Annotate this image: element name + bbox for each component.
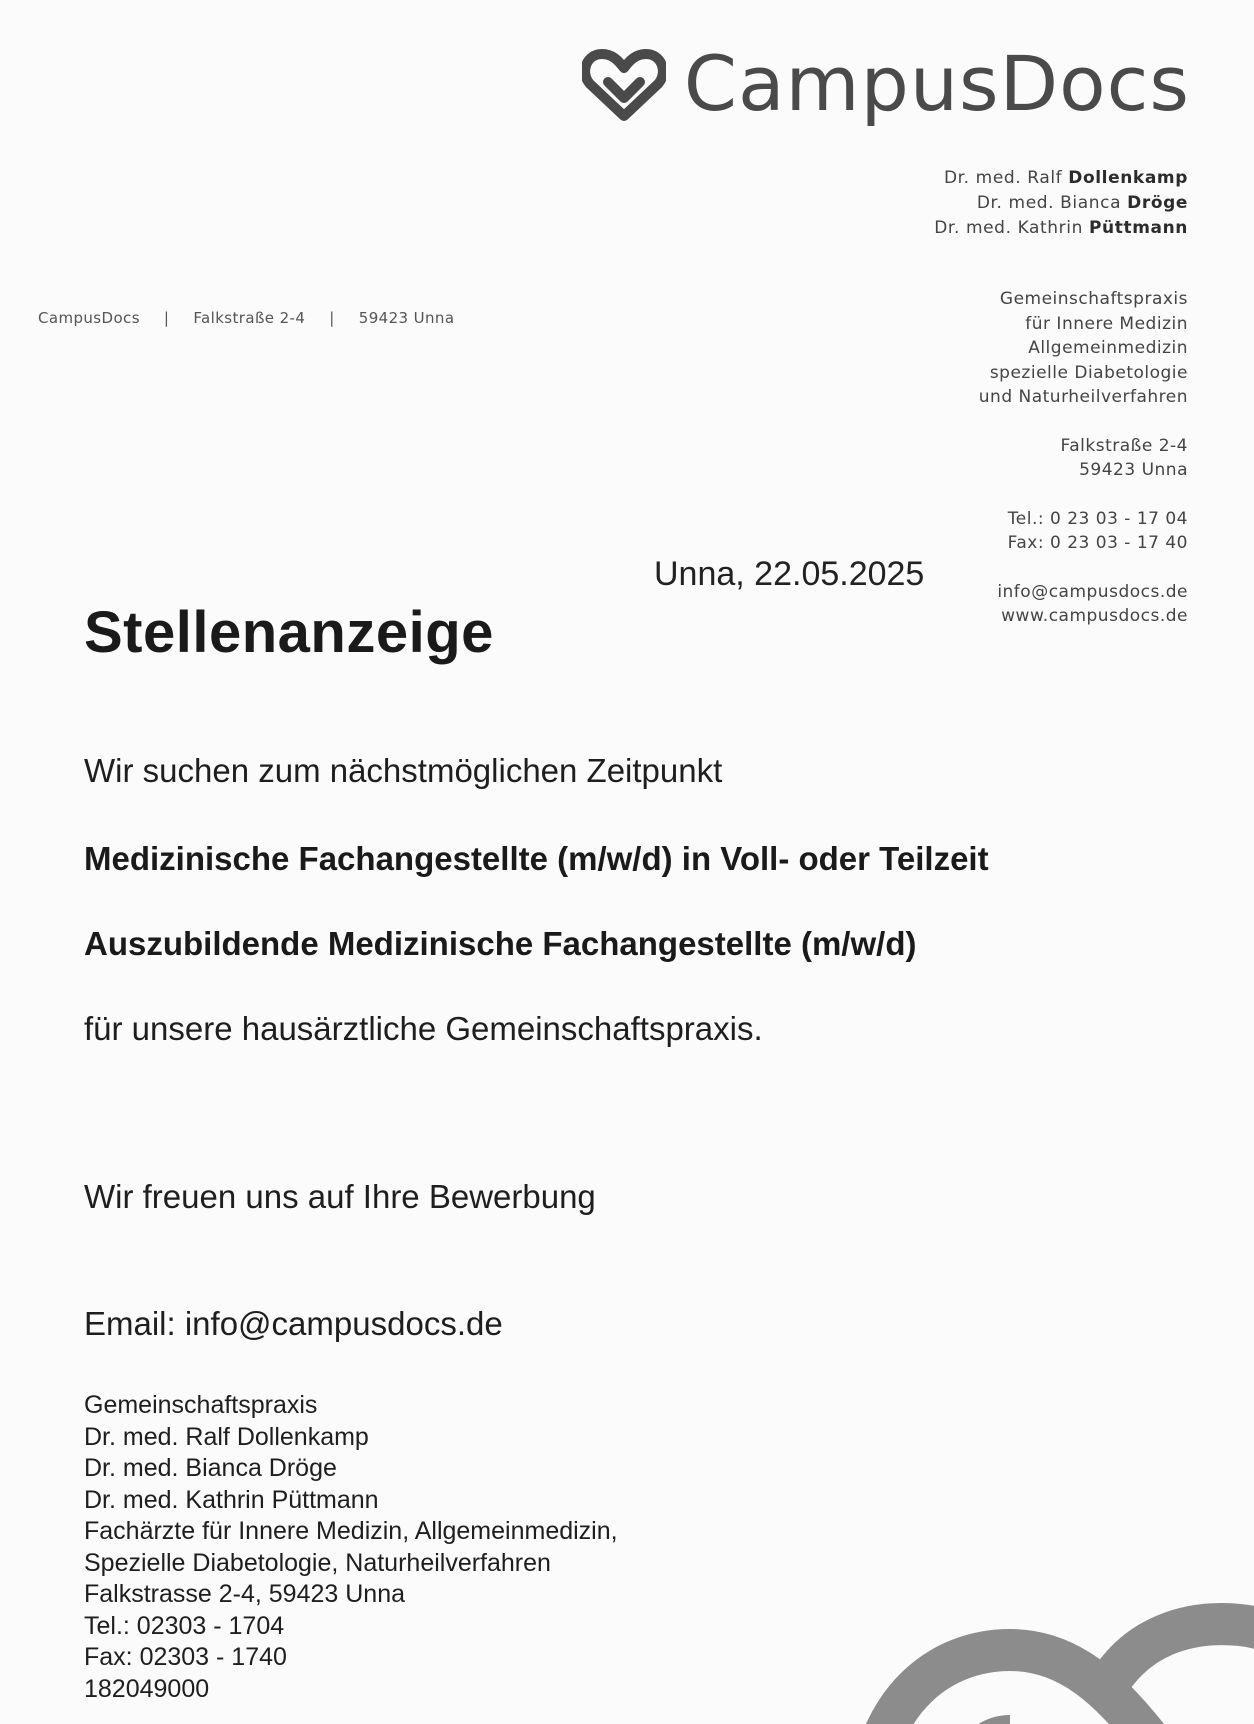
signature-line: Falkstrasse 2-4, 59423 Unna: [84, 1580, 406, 1608]
signature-line: Fax: 02303 - 1740: [84, 1643, 287, 1671]
signature-line: Fachärzte für Innere Medizin, Allgemeinmedizin,: [84, 1517, 618, 1545]
practice-tel: Tel.: 0 23 03 - 17 04: [1007, 508, 1188, 529]
practice-city: 59423 Unna: [1079, 460, 1188, 480]
doctor-line: [934, 216, 1188, 241]
doctor-prefix: Dr. med. Ralf: [943, 168, 1069, 188]
heart-link-icon: [582, 46, 666, 122]
doctor-surname: Püttmann: [1088, 218, 1188, 238]
practice-info: [979, 287, 1188, 629]
practice-fax: Fax: 0 23 03 - 17 40: [1007, 533, 1188, 553]
separator: |: [329, 309, 335, 327]
sender-line: [38, 309, 454, 327]
page-title: Stellenanzeige: [84, 600, 494, 665]
practice-website[interactable]: www.campusdocs.de: [1001, 606, 1188, 626]
signature-line: Tel.: 02303 - 1704: [84, 1611, 285, 1640]
signature-line: Dr. med. Ralf Dollenkamp: [84, 1422, 369, 1451]
doctor-line: [934, 191, 1188, 216]
practice-line: für Innere Medizin: [1025, 313, 1188, 334]
sender-street: Falkstraße 2-4: [193, 309, 306, 327]
closing-text: Wir freuen uns auf Ihre Bewerbung: [84, 1178, 596, 1215]
practice-line: und Naturheilverfahren: [978, 387, 1188, 407]
brand-name: CampusDocs: [683, 39, 1190, 128]
signature-block: [84, 1390, 618, 1705]
signature-line: Gemeinschaftspraxis: [84, 1391, 318, 1419]
doctor-line: [934, 166, 1188, 191]
sender-city: 59423 Unna: [358, 309, 455, 327]
practice-text: für unsere hausärztliche Gemeinschaftspraxis.: [84, 1010, 763, 1047]
signature-line: Spezielle Diabetologie, Naturheilverfahren: [84, 1548, 551, 1577]
doctor-prefix: Dr. med. Bianca: [976, 193, 1128, 213]
contact-email[interactable]: Email: info@campusdocs.de: [84, 1305, 503, 1342]
lead-text: Wir suchen zum nächstmöglichen Zeitpunkt: [84, 752, 723, 789]
doctor-prefix: Dr. med. Kathrin: [934, 218, 1089, 238]
doctor-surname: Dröge: [1127, 193, 1188, 213]
job-title-trainee: Auszubildende Medizinische Fachangestellte (m/w/d): [84, 925, 917, 962]
sender-name: CampusDocs: [38, 309, 140, 327]
signature-line: Dr. med. Bianca Dröge: [84, 1454, 337, 1482]
practice-line: spezielle Diabetologie: [989, 362, 1188, 383]
job-title-mfa: Medizinische Fachangestellte (m/w/d) in Voll- oder Teilzeit: [84, 840, 989, 877]
brand-logo: [582, 39, 1190, 128]
practice-line: Gemeinschaftspraxis: [999, 289, 1188, 309]
practice-street: Falkstraße 2-4: [1060, 435, 1188, 456]
doctors-list: [934, 166, 1188, 241]
signature-line: 182049000: [84, 1674, 210, 1703]
letter-date: Unna, 22.05.2025: [654, 555, 925, 593]
separator: |: [163, 309, 170, 327]
signature-line: Dr. med. Kathrin Püttmann: [84, 1485, 379, 1514]
practice-line: Allgemeinmedizin: [1028, 338, 1188, 358]
decorative-heart-icon: [860, 1580, 1254, 1724]
practice-email[interactable]: info@campusdocs.de: [997, 581, 1188, 602]
doctor-surname: Dollenkamp: [1068, 168, 1188, 188]
